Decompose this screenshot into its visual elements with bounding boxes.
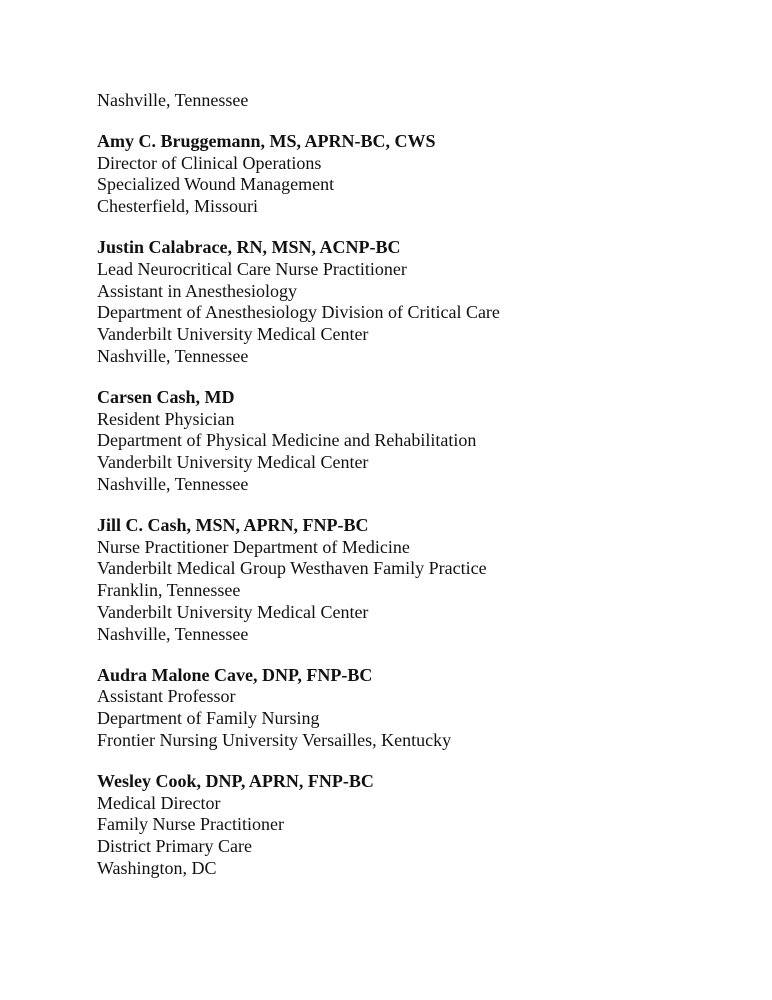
contributor-detail: Resident Physician — [97, 408, 235, 429]
continued-location-line: Nashville, Tennessee — [97, 90, 249, 110]
contributor-name: Wesley Cook, DNP, APRN, FNP-BC — [97, 770, 374, 791]
contributors-page — [97, 90, 747, 899]
contributor-detail: Franklin, Tennessee — [97, 580, 241, 601]
contributor-name: Justin Calabrace, RN, MSN, ACNP-BC — [97, 236, 401, 257]
contributor-detail: Assistant in Anesthesiology — [97, 280, 298, 301]
contributor-detail: Department of Anesthesiology Division of Critical Care — [97, 302, 500, 323]
contributor-detail: Nashville, Tennessee — [97, 623, 249, 644]
contributor-entry — [97, 237, 747, 368]
contributor-detail: Specialized Wound Management — [97, 174, 335, 195]
contributor-detail: Frontier Nursing University Versailles, Kentucky — [97, 729, 452, 750]
contributor-detail: Assistant Professor — [97, 686, 236, 707]
contributor-entry — [97, 665, 747, 752]
contributor-name: Audra Malone Cave, DNP, FNP-BC — [97, 664, 373, 685]
contributor-entry — [97, 515, 747, 646]
contributor-entry — [97, 131, 747, 218]
contributor-detail: Nurse Practitioner Department of Medicine — [97, 536, 410, 557]
contributor-detail: Medical Director — [97, 792, 221, 813]
contributor-detail: Lead Neurocritical Care Nurse Practitioner — [97, 258, 407, 279]
contributor-detail: Department of Family Nursing — [97, 708, 320, 729]
contributor-detail: Nashville, Tennessee — [97, 473, 249, 494]
contributor-detail: Vanderbilt University Medical Center — [97, 452, 369, 473]
contributor-detail: Chesterfield, Missouri — [97, 196, 258, 217]
contributor-detail: Vanderbilt University Medical Center — [97, 601, 369, 622]
contributor-detail: Nashville, Tennessee — [97, 345, 249, 366]
contributor-entry — [97, 387, 747, 496]
contributor-detail: Vanderbilt Medical Group Westhaven Family Practice — [97, 558, 487, 579]
contributor-detail: Family Nurse Practitioner — [97, 814, 284, 835]
contributor-detail: Vanderbilt University Medical Center — [97, 324, 369, 345]
contributor-detail: Director of Clinical Operations — [97, 152, 322, 173]
contributor-detail: Washington, DC — [97, 857, 217, 878]
contributor-name: Jill C. Cash, MSN, APRN, FNP-BC — [97, 514, 369, 535]
contributor-entry — [97, 771, 747, 880]
contributor-detail: District Primary Care — [97, 836, 252, 857]
contributor-detail: Department of Physical Medicine and Rehabilitation — [97, 430, 477, 451]
contributor-name: Carsen Cash, MD — [97, 386, 235, 407]
contributor-name: Amy C. Bruggemann, MS, APRN-BC, CWS — [97, 130, 436, 151]
